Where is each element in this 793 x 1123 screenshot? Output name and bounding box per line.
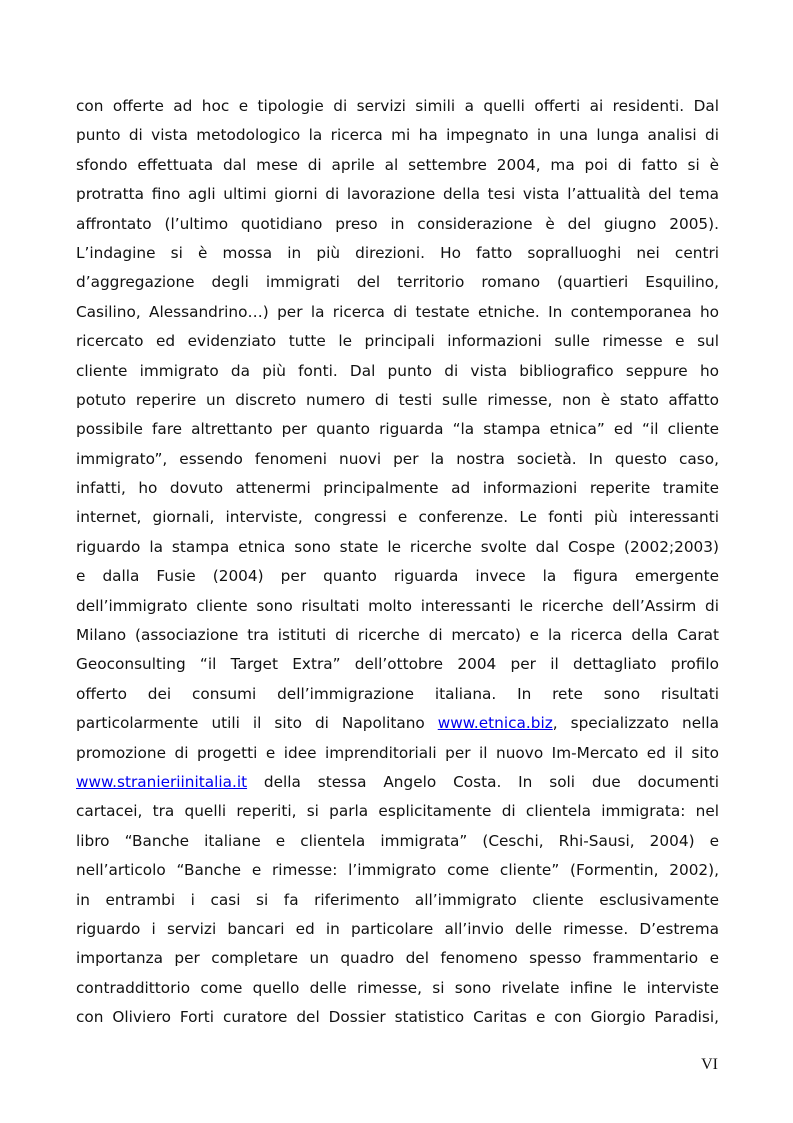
text-line: L’indagine si è mossa in più direzioni. Ho fatto sopralluoghi nei centri [76,243,719,262]
text-line: in entrambi i casi si fa riferimento all’immigrato cliente esclusivamente [76,890,719,909]
text-line: Geoconsulting “il Target Extra” dell’ottobre 2004 per il dettagliato profilo [76,655,719,674]
text-line: con offerte ad hoc e tipologie di servizi simili a quelli offerti ai residenti. Dal [76,97,719,115]
text-line-with-link [76,768,719,797]
text-line: contraddittorio come quello delle rimesse, si sono rivelate infine le interviste [76,978,719,997]
text-line: immigrato”, essendo fenomeni nuovi per la nostra società. In questo caso, [76,449,719,468]
text-line: internet, giornali, interviste, congressi e conferenze. Le fonti più interessanti [76,508,719,527]
line-text: , specializzato nella [552,714,719,733]
link-stranieriinitalia[interactable]: www.stranieriinitalia.it [76,772,248,791]
text-line: dell’immigrato cliente sono risultati molto interessanti le ricerche dell’Assirm di [76,596,719,615]
text-line: importanza per completare un quadro del fenomeno spesso frammentario e [76,949,719,968]
text-line: affrontato (l’ultimo quotidiano preso in considerazione è del giugno 2005). [76,214,719,233]
text-line: potuto reperire un discreto numero di testi sulle rimesse, non è stato affatto [76,390,719,409]
text-line: con Oliviero Forti curatore del Dossier statistico Caritas e con Giorgio Paradisi, [76,1008,719,1027]
text-line: sfondo effettuata dal mese di aprile al settembre 2004, ma poi di fatto si è [76,155,719,174]
line-text: particolarmente utili il sito di Napolitano [76,714,438,733]
text-line: Milano (associazione tra istituti di ricerche di mercato) e la ricerca della Carat [76,626,719,645]
text-line: cliente immigrato da più fonti. Dal punto di vista bibliografico seppure ho [76,361,719,380]
text-line: d’aggregazione degli immigrati del territorio romano (quartieri Esquilino, [76,273,719,292]
text-line: protratta fino agli ultimi giorni di lavorazione della tesi vista l’attualità del tema [76,185,719,204]
text-line: possibile fare altrettanto per quanto riguarda “la stampa etnica” ed “il cliente [76,420,719,439]
link-etnica[interactable]: www.etnica.biz [437,714,553,733]
body-text [76,92,719,1033]
text-line: riguardo la stampa etnica sono state le ricerche svolte dal Cospe (2002;2003) [76,537,719,556]
text-line: offerto dei consumi dell’immigrazione italiana. In rete sono risultati [76,684,719,703]
text-line-with-link [76,709,719,738]
text-line: libro “Banche italiane e clientela immigrata” (Ceschi, Rhi-Sausi, 2004) e [76,831,719,850]
text-line: e dalla Fusie (2004) per quanto riguarda invece la figura emergente [76,567,719,586]
text-line: promozione di progetti e idee imprenditoriali per il nuovo Im-Mercato ed il sito [76,743,719,762]
text-line: nell’articolo “Banche e rimesse: l’immigrato come cliente” (Formentin, 2002), [76,861,719,880]
text-line: punto di vista metodologico la ricerca mi ha impegnato in una lunga analisi di [76,126,719,145]
text-line: Casilino, Alessandrino…) per la ricerca di testate etniche. In contemporanea ho [76,302,719,321]
text-line: infatti, ho dovuto attenermi principalmente ad informazioni reperite tramite [76,479,719,498]
text-line: cartacei, tra quelli reperiti, si parla esplicitamente di clientela immigrata: nel [76,802,719,821]
text-line: ricercato ed evidenziato tutte le principali informazioni sulle rimesse e sul [76,332,719,351]
text-line: riguardo i servizi bancari ed in particolare all’invio delle rimesse. D’estrema [76,919,719,938]
page-number: VI [701,1056,718,1073]
line-text: della stessa Angelo Costa. In soli due documenti [247,772,719,791]
